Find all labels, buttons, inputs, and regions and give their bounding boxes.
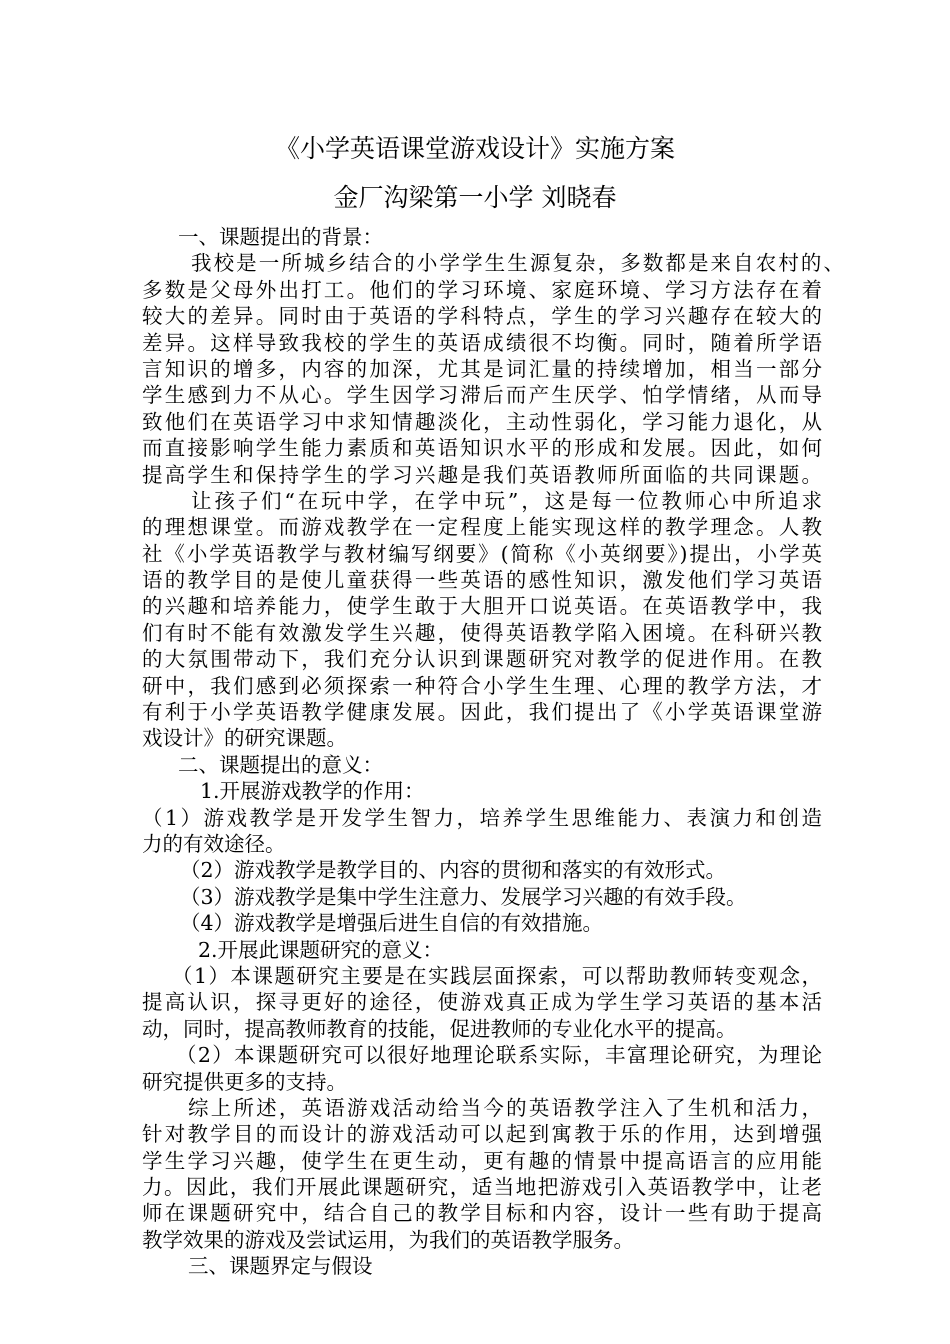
list-item-continuation: 动，同时，提高教师教育的技能，促进教师的专业化水平的提高。	[142, 1016, 737, 1041]
paragraph-line: 致他们在英语学习中求知情趣淡化，主动性弱化，学习能力退化，从	[142, 409, 822, 434]
paragraph-line: 提高学生和保持学生的学习兴趣是我们英语教师所面临的共同课题。	[142, 462, 822, 487]
subsection-heading: 1.开展游戏教学的作用：	[200, 779, 425, 804]
paragraph-line: 的兴趣和培养能力，使学生敢于大胆开口说英语。在英语教学中，我	[142, 594, 822, 619]
paragraph-line: 有利于小学英语教学健康发展。因此，我们提出了《小学英语课堂游	[142, 700, 822, 725]
paragraph-line: 戏设计》的研究课题。	[142, 726, 347, 751]
paragraph-line: 言知识的增多，内容的加深，尤其是词汇量的持续增加，相当一部分	[142, 356, 822, 381]
paragraph-line: 学生感到力不从心。学生因学习滞后而产生厌学、怕学情绪，从而导	[142, 383, 822, 408]
paragraph-line: 学生学习兴趣，使学生在更生动，更有趣的情景中提高语言的应用能	[142, 1148, 822, 1173]
list-item: （1）本课题研究主要是在实践层面探索，可以帮助教师转变观念，	[172, 963, 822, 988]
list-item: （2）游戏教学是教学目的、内容的贯彻和落实的有效形式。	[180, 858, 727, 883]
paragraph-line: 的理想课堂。而游戏教学在一定程度上能实现这样的教学理念。人教	[142, 515, 822, 540]
paragraph-line: 们有时不能有效激发学生兴趣，使得英语教学陷入困境。在科研兴教	[142, 620, 822, 645]
list-item: （1）游戏教学是开发学生智力，培养学生思维能力、表演力和创造	[142, 805, 822, 830]
paragraph-line: 语的教学目的是使儿童获得一些英语的感性知识，激发他们学习英语	[142, 568, 822, 593]
paragraph-line: 差异。这样导致我校的学生的英语成绩很不均衡。同时，随着所学语	[142, 330, 822, 355]
paragraph-line: 教学效果的游戏及尝试运用，为我们的英语教学服务。	[142, 1227, 634, 1252]
paragraph-line: 社《小学英语教学与教材编写纲要》(简称《小英纲要》)提出，小学英	[142, 541, 822, 566]
list-item-continuation: 提高认识，探寻更好的途径，使游戏真正成为学生学习英语的基本活	[142, 990, 822, 1015]
document-title: 《小学英语课堂游戏设计》实施方案	[274, 134, 675, 163]
list-item: （4）游戏教学是增强后进生自信的有效措施。	[180, 911, 604, 936]
paragraph-line: 针对教学目的而设计的游戏活动可以起到寓教于乐的作用，达到增强	[142, 1122, 822, 1147]
list-item: （2）本课题研究可以很好地理论联系实际，丰富理论研究，为理论	[176, 1043, 822, 1068]
paragraph-line: 多数是父母外出打工。他们的学习环境、家庭环境、学习方法存在着	[142, 277, 822, 302]
document-subtitle: 金厂沟梁第一小学 刘晓春	[333, 183, 617, 212]
section-heading-definition: 三、课题界定与假设	[188, 1254, 373, 1279]
subsection-heading: 2.开展此课题研究的意义：	[198, 937, 444, 962]
list-item-continuation: 研究提供更多的支持。	[142, 1069, 347, 1094]
document-body	[142, 224, 844, 1280]
paragraph-line: 研中，我们感到必须探索一种符合小学生生理、心理的教学方法，才	[142, 673, 822, 698]
paragraph-line: 师在课题研究中，结合自己的教学目标和内容，设计一些有助于提高	[142, 1201, 822, 1226]
paragraph-line: 的大氛围带动下，我们充分认识到课题研究对教学的促进作用。在教	[142, 647, 822, 672]
paragraph-line: 较大的差异。同时由于英语的学科特点，学生的学习兴趣存在较大的	[142, 304, 822, 329]
paragraph-line: 我校是一所城乡结合的小学学生生源复杂，多数都是来自农村的、	[191, 251, 844, 276]
list-item: （3）游戏教学是集中学生注意力、发展学习兴趣的有效手段。	[180, 884, 747, 909]
paragraph-line: 综上所述，英语游戏活动给当今的英语教学注入了生机和活力，	[188, 1095, 822, 1120]
section-heading-significance: 二、课题提出的意义：	[178, 752, 383, 777]
paragraph-line: 让孩子们“在玩中学，在学中玩”，这是每一位教师心中所追求	[191, 488, 822, 513]
section-heading-background: 一、课题提出的背景：	[178, 225, 383, 249]
paragraph-line: 力。因此，我们开展此课题研究，适当地把游戏引入英语教学中，让老	[142, 1175, 822, 1200]
paragraph-line: 而直接影响学生能力素质和英语知识水平的形成和发展。因此，如何	[142, 436, 822, 461]
list-item-continuation: 力的有效途径。	[142, 831, 286, 856]
